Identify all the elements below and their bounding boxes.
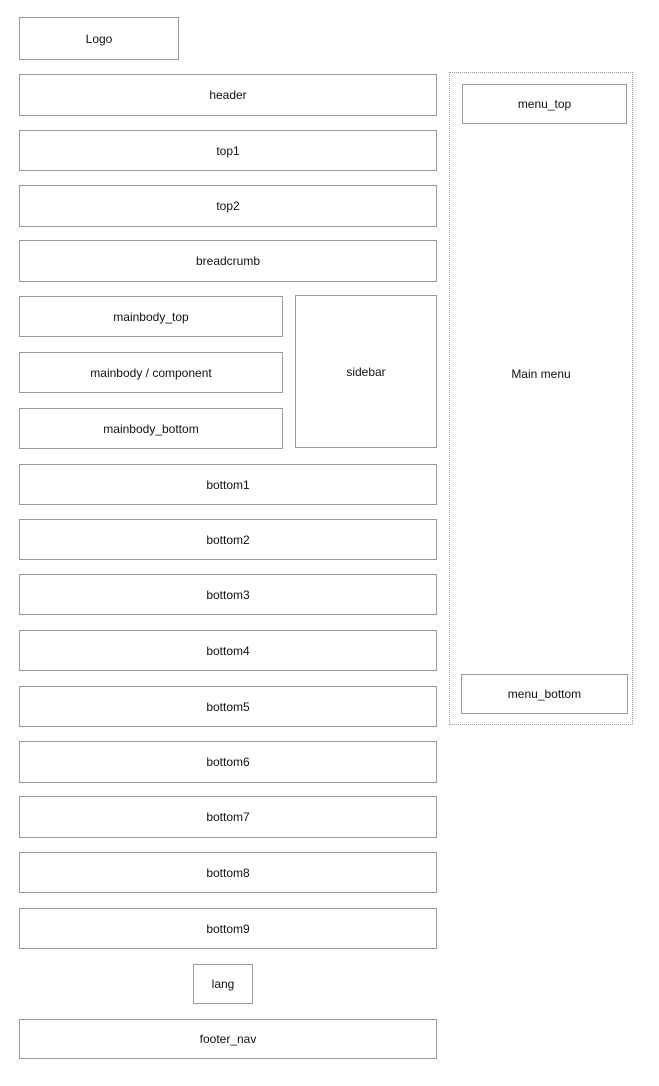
top2-position-box: top2: [19, 185, 437, 227]
bottom5-position-box: bottom5: [19, 686, 437, 727]
sidebar-position-box: sidebar: [295, 295, 437, 448]
mainbody-top-position-box: mainbody_top: [19, 296, 283, 337]
mainbody-component-position-box: mainbody / component: [19, 352, 283, 393]
bottom8-position-box: bottom8: [19, 852, 437, 893]
bottom2-position-box: bottom2: [19, 519, 437, 560]
logo-position-box: Logo: [19, 17, 179, 60]
bottom6-position-box: bottom6: [19, 741, 437, 783]
bottom4-position-box: bottom4: [19, 630, 437, 671]
mainbody-bottom-position-box: mainbody_bottom: [19, 408, 283, 449]
bottom3-position-box: bottom3: [19, 574, 437, 615]
bottom9-position-box: bottom9: [19, 908, 437, 949]
header-position-box: header: [19, 74, 437, 116]
footer-nav-position-box: footer_nav: [19, 1019, 437, 1059]
menu-bottom-position-box: menu_bottom: [461, 674, 628, 714]
main-menu-label: Main menu: [511, 367, 571, 381]
bottom1-position-box: bottom1: [19, 464, 437, 505]
bottom7-position-box: bottom7: [19, 796, 437, 838]
lang-position-box: lang: [193, 964, 253, 1004]
menu-top-position-box: menu_top: [462, 84, 627, 124]
breadcrumb-position-box: breadcrumb: [19, 240, 437, 282]
main-menu-panel: [449, 72, 633, 725]
top1-position-box: top1: [19, 130, 437, 171]
